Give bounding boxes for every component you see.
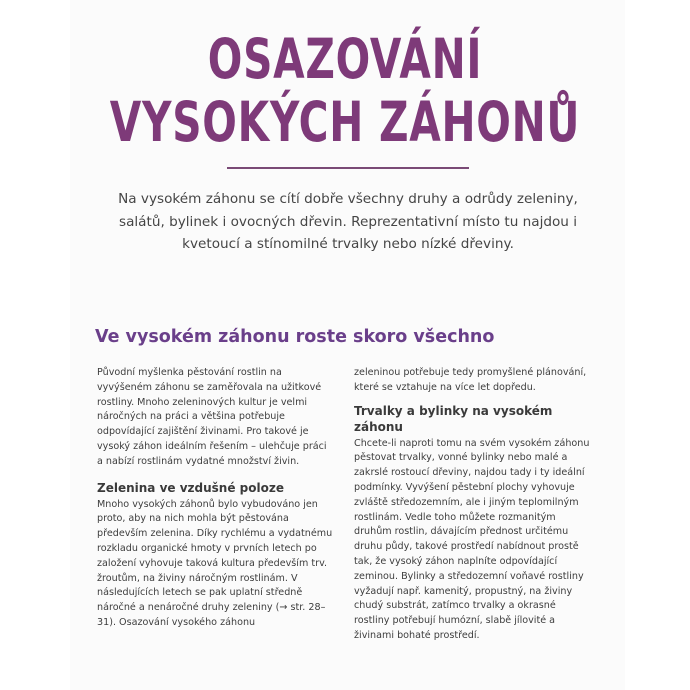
title-line-1: OSAZOVÁNÍ [207, 27, 483, 91]
left-paragraph-2: Mnoho vysokých záhonů bylo vybudováno jen proto, aby na nich mohla být pěstována především zelenina. Díky rychlému a vydatnému rozkladu organické hmoty v prvních letech po založení vyhovuje taková kultura především trv. žroutům, na živiny náročným rostlinám. V následujících letech se pak uplatní středně náročné a nenáročné druhy zeleniny (→ str. 28–31). Osazování vysokého záhonu [97, 498, 333, 628]
left-column [97, 366, 335, 631]
subheading-trvalky: Trvalky a bylinky na vysokém záhonu [354, 403, 553, 434]
section-heading: Ve vysokém záhonu roste skoro všechno [95, 327, 495, 347]
subheading-zelenina: Zelenina ve vzdušné poloze [97, 480, 284, 495]
left-paragraph-1: Původní myšlenka pěstování rostlin na vyvýšeném záhonu se zaměřovala na užitkové rostliny. Mnoho zeleninových kultur je velmi náročných na práci a většina potřebuje odpovídající zajištění živinami. Pro takové je vysoký záhon ideálním řešením – ulehčuje práci a nabízí rostlinám vydatné množství živin. [97, 367, 327, 467]
right-paragraph-1: zeleninou potřebuje tedy promyšlené plánování, které se vztahuje na více let dopředu. [354, 367, 587, 393]
title-line-2: VYSOKÝCH ZÁHONŮ [109, 90, 581, 154]
title-divider [227, 167, 469, 169]
right-column [354, 366, 594, 644]
page-title [90, 28, 601, 154]
right-paragraph-2: Chcete-li naproti tomu na svém vysokém záhonu pěstovat trvalky, vonné bylinky nebo malé a zakrslé rostoucí dřeviny, najdou tady i ty ideální podmínky. Vyvýšení pěstební plochy vyhovuje zvláště středozemním, ale i jiným teplomilným rostlinám. Vedle toho můžete rozmanitým druhům rostlin, dávajícím přednost určitému druhu půdy, takové prostředí nabídnout prostě tak, že vysoký záhon naplníte odpovídající zeminou. Bylinky a středozemní voňavé rostliny vyžadují např. kamenitý, propustný, na živiny chudý substrát, zatímco trvalky a okrasné rostliny potřebují humózní, slabě jílovité a živinami bohaté prostředí. [354, 437, 590, 641]
intro-paragraph: Na vysokém záhonu se cítí dobře všechny druhy a odrůdy zeleniny, salátů, bylinek i ovocných dřevin. Reprezentativní místo tu najdou i kvetoucí a stínomilné trvalky nebo nízké dřeviny. [118, 191, 578, 252]
